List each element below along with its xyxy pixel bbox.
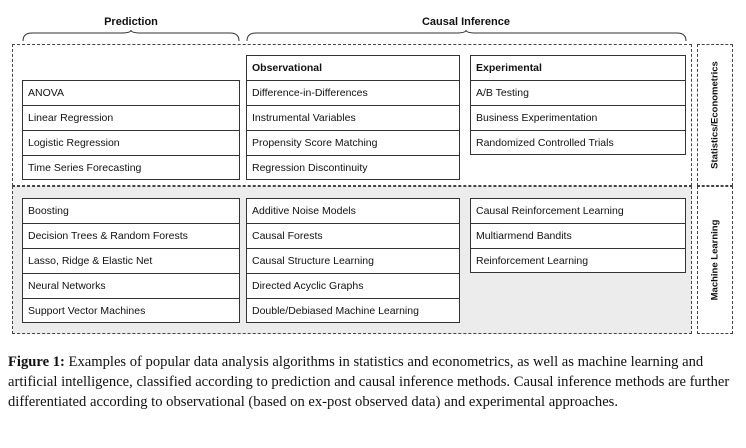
list-item: Difference-in-Differences (247, 81, 459, 106)
list-item: Directed Acyclic Graphs (247, 274, 459, 299)
list-item: Linear Regression (23, 106, 239, 131)
statistics-side-panel (697, 44, 733, 186)
stats-observational-box (246, 55, 460, 180)
machine-learning-label: Machine Learning (709, 219, 721, 301)
stats-prediction-box (22, 80, 240, 180)
list-item: Support Vector Machines (28, 305, 146, 317)
list-item: Propensity Score Matching (247, 131, 459, 156)
ml-experimental-box (470, 198, 686, 273)
experimental-header: Experimental (471, 56, 685, 81)
stats-experimental-box (470, 55, 686, 155)
list-item: Boosting (23, 199, 239, 224)
list-item: Additive Noise Models (247, 199, 459, 224)
ml-observational-box (246, 198, 460, 323)
list-item: Instrumental Variables (247, 106, 459, 131)
list-item: Neural Networks (23, 274, 239, 299)
list-item: Business Experimentation (471, 106, 685, 131)
ml-prediction-box (22, 198, 240, 323)
list-item: Causal Structure Learning (247, 249, 459, 274)
statistics-econometrics-label: Statistics/Econometrics (709, 61, 721, 169)
caption-label: Figure 1: (8, 354, 65, 370)
list-item: Regression Discontinuity (252, 162, 368, 174)
list-item: Double/Debiased Machine Learning (252, 305, 419, 317)
list-item: Causal Forests (247, 224, 459, 249)
figure-caption (8, 352, 744, 412)
list-item: A/B Testing (471, 81, 685, 106)
causal-inference-header: Causal Inference (421, 16, 511, 28)
list-item: Decision Trees & Random Forests (23, 224, 239, 249)
list-item: Logistic Regression (23, 131, 239, 156)
list-item: Multiarmend Bandits (471, 224, 685, 249)
machine-learning-side-panel (697, 186, 733, 334)
list-item: ANOVA (23, 81, 239, 106)
caption-text: Examples of popular data analysis algorithms in statistics and econometrics, as well as machine learning and artificial intelligence, classified according to prediction and causal inference methods. Causal inference methods are further differentiated according to observational (based on ex-post observed data) and experimental approaches. (8, 354, 730, 410)
list-item: Causal Reinforcement Learning (471, 199, 685, 224)
list-item: Randomized Controlled Trials (476, 137, 614, 149)
causal-inference-brace (246, 30, 687, 42)
list-item: Lasso, Ridge & Elastic Net (23, 249, 239, 274)
list-item: Reinforcement Learning (476, 255, 589, 267)
prediction-header: Prediction (104, 16, 158, 28)
prediction-brace (22, 30, 240, 42)
observational-header: Observational (247, 56, 459, 81)
list-item: Time Series Forecasting (28, 162, 142, 174)
